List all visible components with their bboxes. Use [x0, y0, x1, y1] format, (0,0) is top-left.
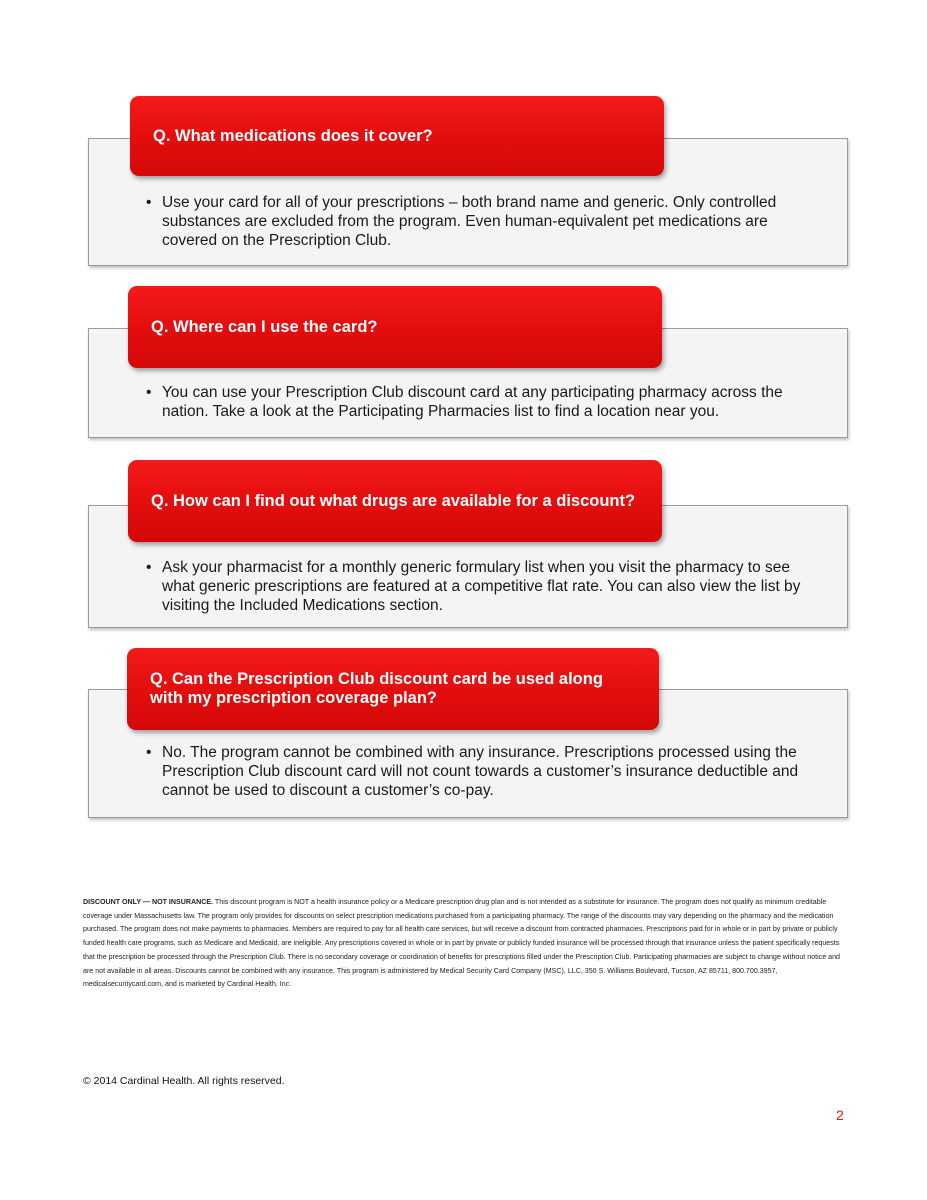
faq-question-text: Q. Can the Prescription Club discount card be used along with my prescription coverage plan?: [150, 670, 603, 707]
faq-answer-text: Use your card for all of your prescriptions – both brand name and generic. Only controlled substances are excluded from the program. Even human-equivalent pet medications are covered on the Prescription Club.: [162, 194, 777, 249]
faq-answer: [146, 193, 806, 250]
faq-question-header: [128, 286, 662, 368]
bullet-icon: •: [146, 384, 152, 401]
disclaimer-lead: DISCOUNT ONLY — NOT INSURANCE.: [83, 898, 214, 906]
faq-question-header: [130, 96, 664, 176]
page-number: 2: [836, 1107, 844, 1123]
bullet-icon: •: [146, 744, 152, 761]
faq-answer-text: You can use your Prescription Club discount card at any participating pharmacy across the nation. Take a look at the Participating Pharmacies list to find a location near you.: [162, 384, 783, 420]
faq-question-header: [127, 648, 659, 730]
faq-question-header: [128, 460, 662, 542]
bullet-icon: •: [146, 559, 152, 576]
disclaimer-body: This discount program is NOT a health insurance policy or a Medicare prescription drug plan and is not intended as a substitute for insurance. The program does not qualify as minimum creditable coverage under Massachusetts law. The program only provides for discounts on select prescription medications purchased from a participating pharmacy. The range of the discounts may vary depending on the pharmacy and the medication purchased. The program does not make payments to pharmacies. Members are required to pay for all health care services, but will receive a discount from contracted pharmacies. Prescriptions paid for in whole or in part by private or publicly funded health care programs, such as Medicare and Medicaid, are ineligible. Any prescriptions covered in whole or in part by private or publicly funded insurance will be processed through that insurance unless the patient specifically requests that the prescription be processed through the Prescription Club. There is no secondary coverage or coordination of benefits for prescriptions filled under the Prescription Club. Participating pharmacies are subject to change without notice and are not available in all areas. Discounts cannot be combined with any insurance. This program is administered by Medical Security Card Company (MSC), LLC, 350 S. Williams Boulevard, Tucson, AZ 85711, 800.700.3957, medicalsecuritycard.com, and is marketed by Cardinal Health, Inc.: [83, 898, 840, 989]
faq-answer: [146, 383, 806, 421]
faq-answer: [146, 558, 806, 615]
faq-question-text: Q. Where can I use the card?: [151, 317, 378, 336]
bullet-icon: •: [146, 194, 152, 211]
copyright: © 2014 Cardinal Health. All rights reserved.: [83, 1075, 285, 1087]
faq-question-text: Q. What medications does it cover?: [153, 126, 433, 145]
faq-question-text: Q. How can I find out what drugs are available for a discount?: [151, 491, 636, 510]
faq-answer-text: Ask your pharmacist for a monthly generic formulary list when you visit the pharmacy to see what generic prescriptions are featured at a competitive flat rate. You can also view the list by visiting the Included Medications section.: [162, 559, 801, 614]
disclaimer: [83, 896, 851, 992]
faq-answer-text: No. The program cannot be combined with any insurance. Prescriptions processed using the Prescription Club discount card will not count towards a customer’s insurance deductible and cannot be used to discount a customer’s co-pay.: [162, 744, 799, 799]
faq-answer: [146, 743, 806, 800]
